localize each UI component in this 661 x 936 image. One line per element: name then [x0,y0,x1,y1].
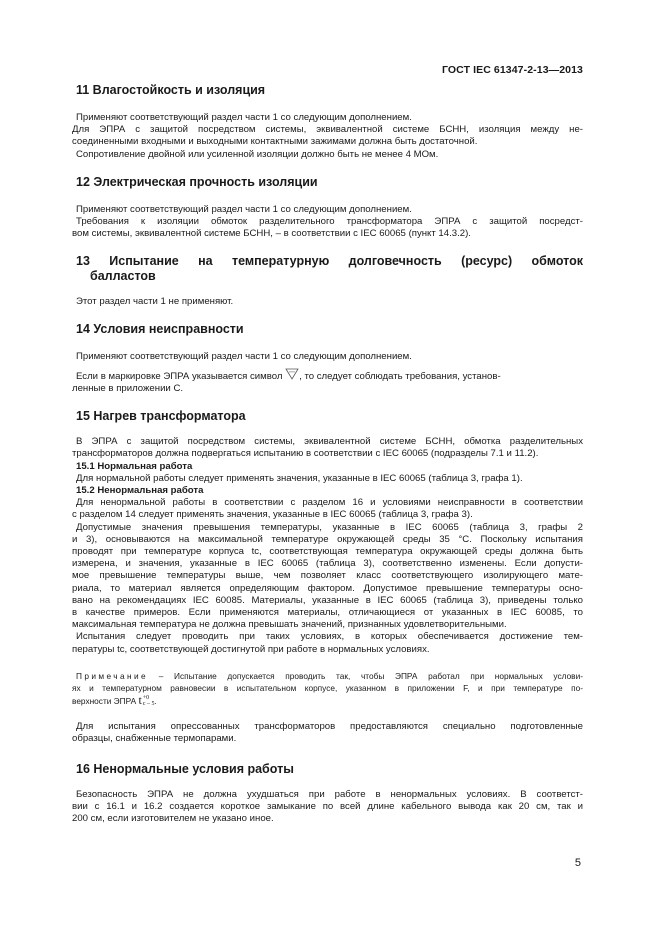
section-15-title: 15 Нагрев трансформатора [76,409,246,424]
s12-p1: Применяют соответствующий раздел части 1 со следующим дополнением. [76,203,412,215]
s15-p1-cont: трансформаторов должна подвергаться испытанию в соответствии с IEC 60065 (подразделы 7.1 и 11.2). [72,448,539,460]
s14-p2-cont: ленные в приложении С. [72,383,184,395]
s15-test-p: Испытания следует проводить при таких условиях, в которых обеспечивается достижение тем- [76,631,583,643]
s11-p2: Для ЭПРА с защитой посредством системы, эквивалентной системе БСНН, изоляция между не- [72,124,583,136]
s15-2-line-8: в качестве примеров. Если применяются материалы, отличающиеся от указанных в IEC 60085, то [72,607,583,619]
s11-p1: Применяют соответствующий раздел части 1 со следующим дополнением. [76,112,412,123]
section-14-title: 14 Условия неисправности [76,321,244,336]
s15-test-p-cont: пературы tc, соответствующей достигнутой при работе в нормальных условиях. [72,643,430,655]
section-13-title: 13 Испытание на температурную долговечность (ресурс) обмоток [76,254,583,269]
s15-2-line-5: мое превышение температуры выше, чем позволяет класс соответствующего изолирующего мате- [72,570,583,582]
s15-2-line-2: и 3), основываются на максимальной температуре окружающей среды 35 °С. Поскольку испытания [72,533,583,545]
s15-2-p1-cont: с разделом 14 следует применять значения, указанные в IEC 60065 (таблица 3, графа 3). [72,509,473,521]
note-line-1: Примечание – Испытание допускается проводить так, чтобы ЭПРА работал при нормальных услови- [76,670,583,681]
s15-1-p: Для нормальной работы следует применять значения, указанные в IEC 60065 (таблица 3, графа 1). [76,472,523,484]
s15-2-line-9: максимальная температура не должна превышать значений, признанных удовлетворительными. [72,619,507,631]
temperature-symbol: t +0 c – 5 [138,692,155,708]
s13-p1: Этот раздел части 1 не применяют. [76,296,234,308]
s16-p1: Безопасность ЭПРА не должна ухудшаться при работе в ненормальных условиях. В соответст- [76,788,583,800]
s12-p2: Требования к изоляции обмоток разделительного трансформатора ЭПРА с защитой посредст- [76,216,583,228]
s15-2-line-4: измерена, и значения, указанные в IEC 60065 (таблица 3), соответственно изменены. Если допусти- [72,558,583,570]
section-12-title: 12 Электрическая прочность изоляции [76,174,318,189]
s16-p1-cont2: 200 см, если изготовителем не указано иное. [72,812,274,824]
section-16-title: 16 Ненормальные условия работы [76,761,294,776]
fault-symbol-icon [285,368,299,380]
s16-p1-cont: вии с 16.1 и 16.2 создается короткое замыкание по всей длине кабельного вывода как 20 см, так и [72,800,583,812]
s11-p3: Сопротивление двойной или усиленной изоляции должно быть не менее 4 МОм. [76,148,439,160]
s11-p2-cont: соединенными входными и выходными контактными зажимами должна быть достаточной. [72,136,478,148]
s15-2-p1: Для ненормальной работы в соответствии с разделом 16 и условиями неисправности в соответствии [76,497,583,509]
section-11-title: 11 Влагостойкость и изоляция [76,83,266,97]
page-content [72,83,583,825]
s15-2-line-6: риала, то материал является определяющим фактором. Допустимое превышение температуры осно- [72,582,583,594]
section-13-title-cont: балластов [90,269,156,284]
s15-press-p: Для испытания опрессованных трансформаторов предоставляются специально подготовленные [76,721,583,733]
page-number: 5 [574,857,581,869]
s14-p2: Если в маркировке ЭПРА указывается символ , то следует соблюдать требования, установ- [76,368,583,383]
s15-p1: В ЭПРА с защитой посредством системы, эквивалентной системе БСНН, обмотка разделительных [76,436,583,448]
note-line-2: ях и температурном равновесии в испытательном корпусе, указанном в приложении F, и при температуре по- [72,682,583,693]
s15-2-line-1: Допустимые значения превышения температуры, указанные в IEC 60065 (таблица 3, графы 2 [76,521,583,533]
s15-2-line-3: проводят при температуре корпуса tc, соответствующая температура окружающей среды должна быть [72,546,583,558]
s15-press-p-cont: образцы, снабженные термопарами. [72,733,237,745]
s12-p2-cont: вом системы, эквивалентной системе БСНН, – в соответствии с IEC 60065 (пункт 14.3.2). [72,228,471,240]
s15-2-line-7: вано на рекомендациях IEC 60085. Материалы, указанные в IEC 60065 (таблица 3), приведены только [72,594,583,606]
note-label: Примечание [76,670,149,681]
s14-p1: Применяют соответствующий раздел части 1 со следующим дополнением. [76,350,412,362]
standard-header: ГОСТ IEC 61347-2-13—2013 [441,64,583,76]
subsection-15-1-title: 15.1 Нормальная работа [76,460,193,472]
note-line-3: верхности ЭПРА t +0 c – 5 . [72,692,157,708]
subsection-15-2-title: 15.2 Ненормальная работа [76,485,204,497]
